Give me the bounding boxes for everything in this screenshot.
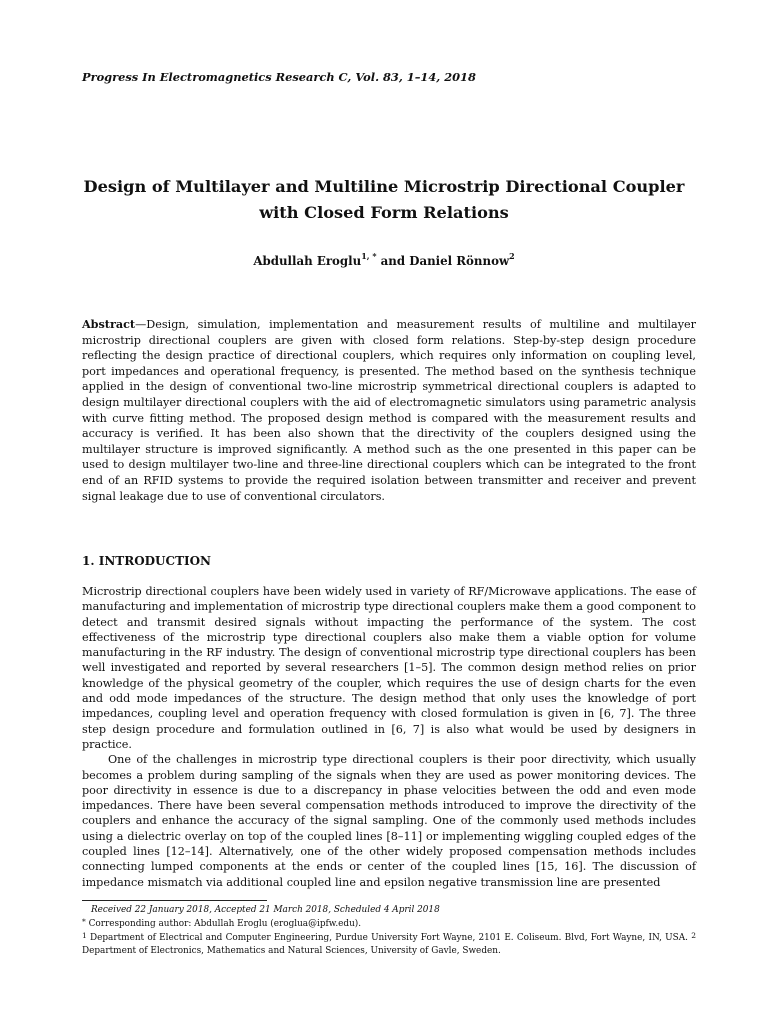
author-1-affiliation-mark: 1, *: [361, 251, 377, 261]
journal-citation: Progress In Electromagnetics Research C, Vol. 83, 1–14, 2018: [82, 70, 476, 84]
footnotes: [82, 904, 696, 957]
footnote-corresponding-mark: *: [82, 917, 86, 927]
footnote-corresponding: [82, 916, 696, 930]
abstract-label: Abstract: [82, 317, 136, 331]
section-heading-introduction: 1. INTRODUCTION: [82, 554, 212, 568]
introduction-body: [82, 584, 696, 890]
footnote-received: Received 22 January 2018, Accepted 21 March 2018, Scheduled 4 April 2018: [91, 905, 440, 915]
abstract-text: —Design, simulation, implementation and measurement results of multiline and multilayer microstrip directional couplers are given with closed form relations. Step-by-step design procedure reflecting the design practice of directional couplers, which requires only information on coupling level, port impedances and operational frequency, is presented. The method based on the synthesis technique applied in the design of conventional two-line microstrip symmetrical directional couplers is adapted to design multilayer directional couplers with the aid of electromagnetic simulators using parametric analysis with curve fitting method. The proposed design method is compared with the measurement results and accuracy is verified. It has been also shown that the directivity of the couplers designed using the multilayer structure is improved significantly. A method such as the one presented in this paper can be used to design multilayer two-line and three-line directional couplers which can be integrated to the front end of an RFID systems to provide the required isolation between transmitter and receiver and prevent signal leakage due to use of conventional circulators.: [82, 318, 696, 503]
footnote-divider: [82, 900, 267, 901]
paper-title-line-2: with Closed Form Relations: [259, 203, 509, 222]
footnote-affiliation-2-mark: 2: [691, 931, 696, 941]
introduction-paragraph-1: Microstrip directional couplers have been widely used in variety of RF/Microwave applications. The ease of manufacturing and implementation of microstrip type directional couplers make them a good component to detect and transmit desired signals without impacting the performance of the system. The cost effectiveness of the microstrip type directional couplers also make them a viable option for volume manufacturing in the RF industry. The design of conventional microstrip type directional couplers has been well investigated and reported by several researchers [1–5]. The common design method relies on prior knowledge of the physical geometry of the coupler, which requires the use of design charts for the even and odd mode impedances of the structure. The design method that only uses the knowledge of port impedances, coupling level and operation frequency with closed formulation is given in [6, 7]. The three step design procedure and formulation outlined in [6, 7] is also what would be used by designers in practice.: [82, 585, 696, 751]
footnote-affiliation-1-mark: 1: [82, 931, 87, 941]
author-list: [0, 251, 768, 268]
footnote-affiliation-2-text: Department of Electronics, Mathematics and Natural Sciences, University of Gavle, Sweden.: [82, 945, 501, 956]
introduction-paragraph-2: One of the challenges in microstrip type directional couplers is their poor directivity, which usually becomes a problem during sampling of the signals when they are used as power monitoring devices. The poor directivity in essence is due to a discrepancy in phase velocities between the odd and even mode impedances. There have been several compensation methods introduced to improve the directivity of the couplers and enhance the accuracy of the signal sampling. One of the commonly used methods includes using a dielectric overlay on top of the coupled lines [8–11] or implementing wiggling coupled edges of the coupled lines [12–14]. Alternatively, one of the other widely proposed compensation methods includes connecting lumped components at the ends or center of the coupled lines [15, 16]. The discussion of impedance mismatch via additional coupled line and epsilon negative transmission line are presented: [82, 753, 696, 889]
author-1-name: Abdullah Eroglu: [253, 254, 362, 268]
footnote-corresponding-text: Corresponding author: Abdullah Eroglu (eroglua@ipfw.edu).: [85, 919, 362, 930]
paper-title: [60, 174, 708, 226]
author-joiner: and Daniel Rönnow: [376, 254, 510, 268]
footnote-affiliation-1-text: Department of Electrical and Computer Engineering, Purdue University Fort Wayne, 2101 E. Coliseum. Blvd, Fort Wayne, IN, USA.: [86, 933, 688, 944]
author-2-affiliation-mark: 2: [509, 251, 515, 261]
abstract: [82, 317, 696, 504]
paper-title-line-1: Design of Multilayer and Multiline Microstrip Directional Coupler: [83, 177, 685, 196]
footnote-affiliations: [82, 930, 696, 956]
